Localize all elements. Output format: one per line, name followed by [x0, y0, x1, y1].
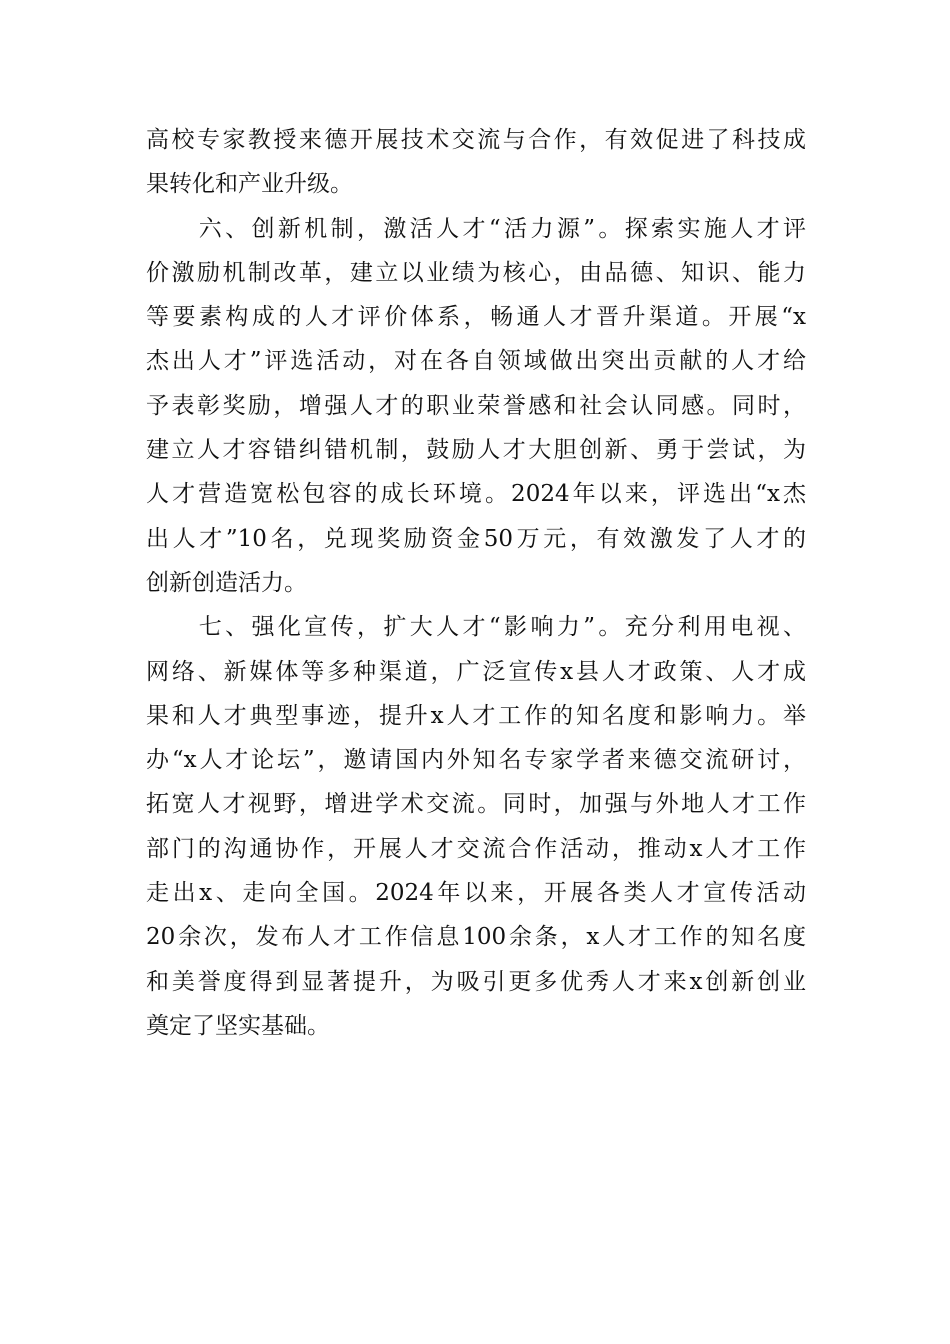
text-line: 网络、新媒体等多种渠道，广泛宣传x县人才政策、人才成 [146, 658, 806, 685]
text-line: 六、创新机制，激活人才“活力源”。探索实施人才评 [146, 215, 806, 242]
text-line: 予表彰奖励，增强人才的职业荣誉感和社会认同感。同时， [146, 392, 806, 419]
document-body [146, 118, 806, 1048]
text-line: 果和人才典型事迹，提升x人才工作的知名度和影响力。举 [146, 702, 806, 729]
text-line: 果转化和产业升级。 [146, 171, 353, 198]
text-line: 20余次，发布人才工作信息100余条，x人才工作的知名度 [146, 924, 806, 951]
text-line: 出人才”10名，兑现奖励资金50万元，有效激发了人才的 [146, 525, 806, 552]
text-line: 价激励机制改革，建立以业绩为核心，由品德、知识、能力 [146, 259, 806, 286]
text-line: 办“x人才论坛”，邀请国内外知名专家学者来德交流研讨， [146, 747, 806, 774]
text-line: 和美誉度得到显著提升，为吸引更多优秀人才来x创新创业 [146, 968, 806, 995]
text-line: 奠定了坚实基础。 [146, 1012, 330, 1039]
text-line: 走出x、走向全国。2024年以来，开展各类人才宣传活动 [146, 880, 806, 907]
text-line: 部门的沟通协作，开展人才交流合作活动，推动x人才工作 [146, 835, 806, 862]
text-line: 等要素构成的人才评价体系，畅通人才晋升渠道。开展“x [146, 304, 806, 331]
paragraph-intro [146, 118, 806, 207]
text-line: 拓宽人才视野，增进学术交流。同时，加强与外地人才工作 [146, 791, 806, 818]
paragraph-six [146, 207, 806, 606]
text-line: 建立人才容错纠错机制，鼓励人才大胆创新、勇于尝试，为 [146, 437, 806, 464]
text-line: 七、强化宣传，扩大人才“影响力”。充分利用电视、 [146, 614, 806, 641]
paragraph-seven [146, 605, 806, 1048]
text-line: 创新创造活力。 [146, 569, 307, 596]
text-line: 人才营造宽松包容的成长环境。2024年以来，评选出“x杰 [146, 481, 806, 508]
text-line: 高校专家教授来德开展技术交流与合作，有效促进了科技成 [146, 127, 806, 153]
text-line: 杰出人才”评选活动，对在各自领域做出突出贡献的人才给 [146, 348, 806, 375]
